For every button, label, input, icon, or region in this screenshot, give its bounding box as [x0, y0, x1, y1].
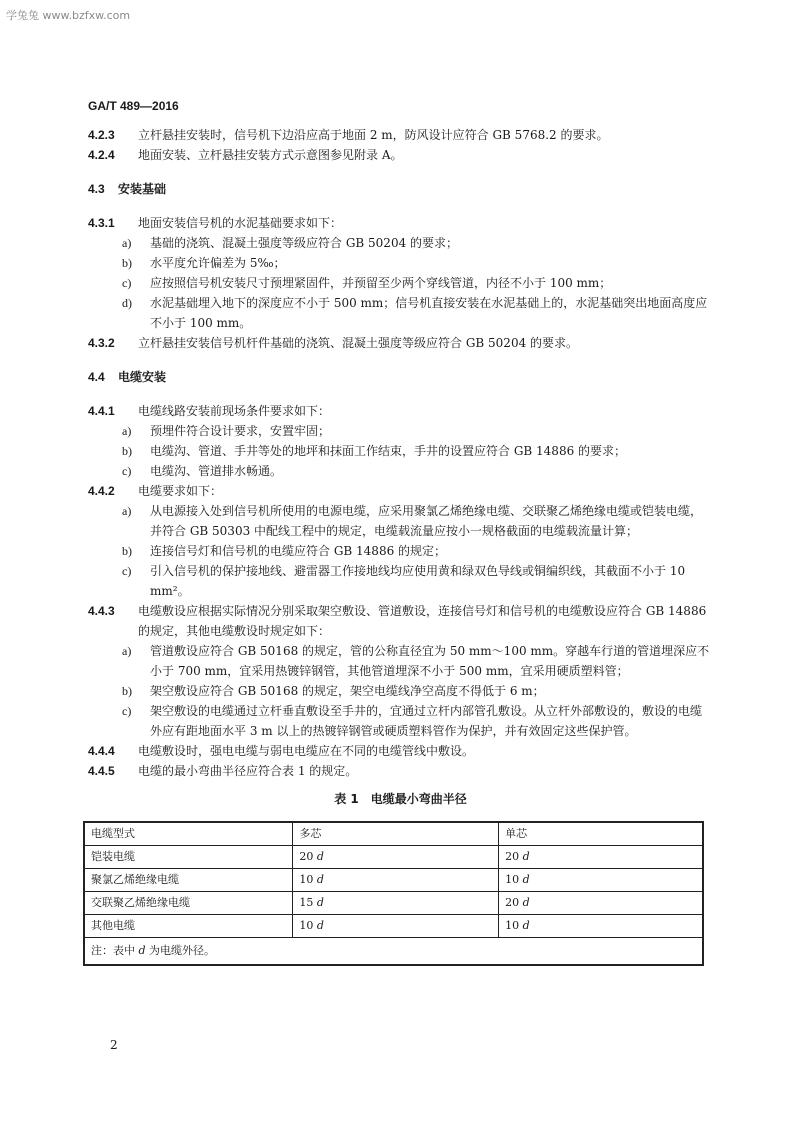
column-header: 电缆型式 [84, 822, 293, 846]
watermark-text: 学兔兔 www.bzfxw.com [6, 9, 131, 22]
item-label: b) [122, 444, 132, 458]
clause-4-4-4 [88, 741, 713, 761]
clause-number: 4.3.2 [88, 336, 115, 350]
item-text: 基础的浇筑、混凝土强度等级应符合 GB 50204 的要求； [150, 236, 459, 250]
clause-4-4-1 [88, 401, 713, 421]
section-number: 4.4 [88, 370, 105, 384]
clause-number: 4.4.3 [88, 604, 115, 618]
cell-value: 10 [505, 919, 520, 932]
item-label: c) [122, 564, 132, 578]
item-text: 电缆沟、管道排水畅通。 [150, 464, 283, 478]
page-number: 2 [110, 1038, 118, 1052]
cell-value: 20 [505, 850, 520, 863]
cell-value: 20 [505, 896, 520, 909]
item-text: 引入信号机的保护接地线、避雷器工作接地线均应使用黄和绿双色导线或铜编织线，其截面不小于 10 mm²。 [150, 564, 686, 598]
cell-value: 15 [299, 896, 314, 909]
note-suffix: 为电缆外径。 [149, 944, 216, 957]
diameter-symbol: d [316, 896, 324, 909]
clause-text: 电缆的最小弯曲半径应符合表 1 的规定。 [138, 764, 358, 778]
item-text: 电缆沟、管道、手井等处的地坪和抹面工作结束，手井的设置应符合 GB 14886 的要求； [150, 444, 627, 458]
cell-value: 10 [505, 873, 520, 886]
clause-number: 4.2.4 [88, 148, 115, 162]
diameter-symbol: d [522, 850, 530, 863]
list-item [88, 461, 713, 481]
item-label: c) [122, 704, 132, 718]
section-title: 安装基础 [118, 182, 167, 196]
clause-4-4-5 [88, 761, 713, 781]
section-4-4-heading [88, 367, 713, 387]
column-header: 多芯 [293, 822, 499, 846]
clause-4-4-2 [88, 481, 713, 501]
section-title: 电缆安装 [118, 370, 167, 384]
list-item [88, 441, 713, 461]
table-note-row [84, 938, 703, 966]
clause-number: 4.4.5 [88, 764, 115, 778]
table-row [84, 846, 703, 869]
cell-value: 10 [299, 873, 314, 886]
item-text: 水平度允许偏差为 5‰； [150, 256, 286, 270]
table-row [84, 869, 703, 892]
diameter-symbol: d [316, 873, 324, 886]
list-item [88, 541, 713, 561]
list-item [88, 233, 713, 253]
cable-type-cell: 交联聚乙烯绝缘电缆 [84, 892, 293, 915]
item-label: b) [122, 544, 132, 558]
clause-text: 地面安装信号机的水泥基础要求如下： [138, 216, 343, 230]
table-row [84, 892, 703, 915]
diameter-symbol: d [522, 919, 530, 932]
cable-type-cell: 聚氯乙烯绝缘电缆 [84, 869, 293, 892]
clause-text: 地面安装、立杆悬挂安装方式示意图参见附录 A。 [138, 148, 403, 162]
list-item [88, 641, 713, 681]
item-label: a) [122, 424, 132, 438]
table-note [84, 938, 703, 966]
clause-text: 立杆悬挂安装时，信号机下边沿应高于地面 2 m，防风设计应符合 GB 5768.2 的要求。 [138, 128, 609, 142]
diameter-symbol: d [522, 873, 530, 886]
note-symbol: d [138, 944, 146, 957]
cable-bend-radius-table [83, 821, 704, 966]
clause-4-2-3 [88, 125, 713, 145]
item-label: b) [122, 256, 132, 270]
diameter-symbol: d [316, 919, 324, 932]
column-header: 单芯 [499, 822, 703, 846]
item-label: a) [122, 236, 132, 250]
cable-type-cell: 其他电缆 [84, 915, 293, 938]
clause-number: 4.3.1 [88, 216, 115, 230]
list-item [88, 561, 713, 601]
document-body [88, 125, 713, 966]
single-core-cell [499, 846, 703, 869]
item-text: 连接信号灯和信号机的电缆应符合 GB 14886 的规定； [150, 544, 447, 558]
item-label: d) [122, 296, 132, 310]
cell-value: 10 [299, 919, 314, 932]
note-prefix: 注：表中 [91, 944, 135, 957]
list-item [88, 293, 713, 333]
clause-text: 电缆要求如下： [138, 484, 223, 498]
cable-type-cell: 铠装电缆 [84, 846, 293, 869]
multi-core-cell [293, 915, 499, 938]
clause-text: 电缆敷设应根据实际情况分别采取架空敷设、管道敷设，连接信号灯和信号机的电缆敷设应符合 GB 14886 的规定，其他电缆敷设时规定如下： [138, 604, 707, 638]
multi-core-cell [293, 846, 499, 869]
item-text: 水泥基础埋入地下的深度应不小于 500 mm；信号机直接安装在水泥基础上的，水泥基础突出地面高度应不小于 100 mm。 [150, 296, 708, 330]
clause-4-2-4 [88, 145, 713, 165]
item-text: 应按照信号机安装尺寸预埋紧固件，并预留至少两个穿线管道，内径不小于 100 mm； [150, 276, 612, 290]
table-header-row [84, 822, 703, 846]
item-label: c) [122, 276, 132, 290]
clause-text: 立杆悬挂安装信号机杆件基础的浇筑、混凝土强度等级应符合 GB 50204 的要求。 [138, 336, 579, 350]
item-label: a) [122, 504, 132, 518]
cell-value: 20 [299, 850, 314, 863]
single-core-cell [499, 915, 703, 938]
diameter-symbol: d [316, 850, 324, 863]
clause-4-3-2 [88, 333, 713, 353]
clause-number: 4.4.2 [88, 484, 115, 498]
clause-text: 电缆线路安装前现场条件要求如下： [138, 404, 331, 418]
item-text: 架空敷设的电缆通过立杆垂直敷设至手井的，宜通过立杆内部管孔敷设。从立杆外部敷设的，敷设的电缆外应有距地面水平 3 m 以上的热镀锌钢管或硬质塑料管作为保护，并有效固定这些保护管。 [150, 704, 703, 738]
item-label: a) [122, 644, 132, 658]
standard-code: GA/T 489—2016 [88, 99, 179, 113]
section-number: 4.3 [88, 182, 105, 196]
list-item [88, 253, 713, 273]
list-item [88, 501, 713, 541]
list-item [88, 681, 713, 701]
item-text: 从电源接入处到信号机所使用的电源电缆，应采用聚氯乙烯绝缘电缆、交联聚乙烯绝缘电缆或铠装电缆，并符合 GB 50303 中配线工程中的规定，电缆载流量应按小一规格截面的电缆载流量计算； [150, 504, 703, 538]
clause-4-3-1 [88, 213, 713, 233]
multi-core-cell [293, 869, 499, 892]
list-item [88, 421, 713, 441]
item-text: 架空敷设应符合 GB 50168 的规定，架空电缆线净空高度不得低于 6 m； [150, 684, 545, 698]
clause-4-4-3 [88, 601, 713, 641]
table-row [84, 915, 703, 938]
table-caption: 表 1 电缆最小弯曲半径 [334, 792, 467, 806]
clause-text: 电缆敷设时，强电电缆与弱电电缆应在不同的电缆管线中敷设。 [138, 744, 475, 758]
item-label: b) [122, 684, 132, 698]
single-core-cell [499, 869, 703, 892]
multi-core-cell [293, 892, 499, 915]
diameter-symbol: d [522, 896, 530, 909]
list-item [88, 701, 713, 741]
section-4-3-heading [88, 179, 713, 199]
clause-number: 4.4.4 [88, 744, 115, 758]
item-text: 管道敷设应符合 GB 50168 的规定，管的公称直径宜为 50 mm～100 mm。穿越车行道的管道埋深应不小于 700 mm，宜采用热镀锌钢管，其他管道埋深不小于 500 mm，宜采用硬质塑料管； [150, 644, 710, 678]
single-core-cell [499, 892, 703, 915]
clause-number: 4.2.3 [88, 128, 115, 142]
clause-number: 4.4.1 [88, 404, 115, 418]
item-label: c) [122, 464, 132, 478]
item-text: 预埋件符合设计要求，安置牢固； [150, 424, 331, 438]
list-item [88, 273, 713, 293]
